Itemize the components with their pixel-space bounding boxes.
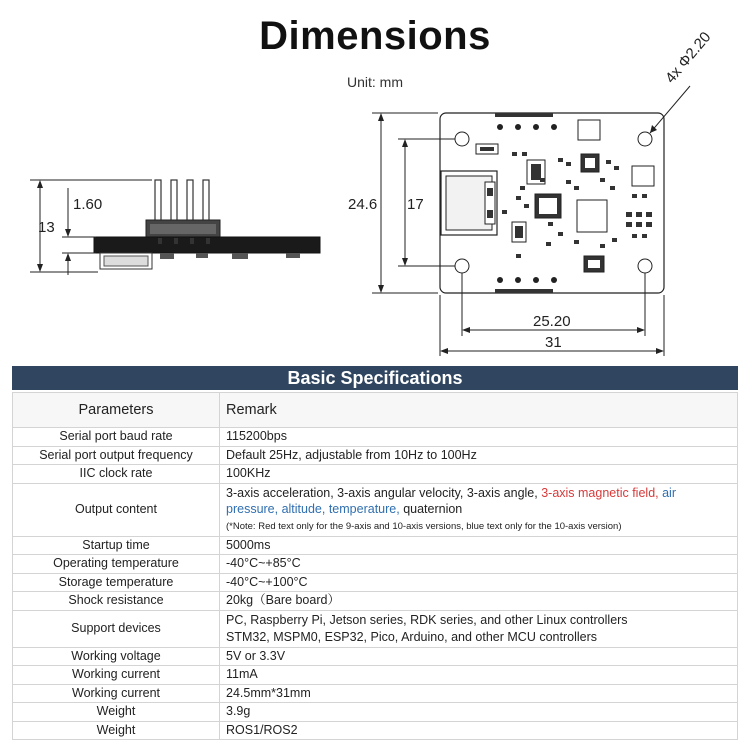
spec-header-row [13,393,738,428]
param-cell: Startup time [13,536,220,555]
dimension-drawing [0,0,750,365]
remark-red-text: 3-axis magnetic field, [541,485,663,500]
col-parameters: Parameters [13,393,220,428]
remark-cell-output [220,483,738,536]
param-cell: IIC clock rate [13,465,220,484]
table-row [13,647,738,666]
remark-cell: -40°C~+100°C [220,573,738,592]
dim-hole-spacing-v: 17 [407,196,424,213]
param-cell: Serial port baud rate [13,428,220,447]
table-row [13,610,738,647]
dim-board-width: 31 [545,334,562,351]
page-title: Dimensions [259,14,491,58]
remark-cell: 5V or 3.3V [220,647,738,666]
remark-cell: ROS1/ROS2 [220,721,738,740]
remark-line: STM32, MSPM0, ESP32, Pico, Arduino, and other MCU controllers [226,629,597,644]
table-row [13,465,738,484]
table-row [13,721,738,740]
table-row [13,666,738,685]
table-row [13,555,738,574]
dim-board-height: 24.6 [348,196,378,213]
table-row [13,703,738,722]
remark-cell: 20kg（Bare board） [220,592,738,611]
param-cell: Shock resistance [13,592,220,611]
unit-label: Unit: mm [347,74,403,90]
remark-note: (*Note: Red text only for the 9-axis and 10-axis versions, blue text only for the 10-axis version) [226,520,622,532]
remark-cell: 5000ms [220,536,738,555]
param-cell: Serial port output frequency [13,446,220,465]
param-cell: Working voltage [13,647,220,666]
remark-cell: 100KHz [220,465,738,484]
table-row [13,592,738,611]
top-view [372,86,690,356]
remark-cell: -40°C~+85°C [220,555,738,574]
param-cell: Weight [13,721,220,740]
remark-cell: 11mA [220,666,738,685]
remark-cell: 3.9g [220,703,738,722]
remark-text: 3-axis acceleration, 3-axis angular velocity, 3-axis angle, [226,485,542,500]
param-cell: Weight [13,703,220,722]
table-row [13,446,738,465]
dim-pin-offset: 1.60 [73,196,103,213]
table-row [13,536,738,555]
param-cell: Storage temperature [13,573,220,592]
table-row [13,428,738,447]
param-cell: Working current [13,684,220,703]
remark-line: PC, Raspberry Pi, Jetson series, RDK series, and other Linux controllers [226,612,628,627]
dim-hole-spacing-h: 25.20 [533,313,571,330]
dim-side-height: 13 [38,219,55,236]
remark-cell: 24.5mm*31mm [220,684,738,703]
remark-text: quaternion [403,501,463,516]
param-cell: Working current [13,666,220,685]
param-cell: Operating temperature [13,555,220,574]
table-row [13,573,738,592]
remark-cell: Default 25Hz, adjustable from 10Hz to 100Hz [220,446,738,465]
remark-cell: 115200bps [220,428,738,447]
param-cell: Support devices [13,610,220,647]
remark-cell-devices [220,610,738,647]
spec-header: Basic Specifications [12,366,738,390]
spec-table [12,392,738,740]
table-row [13,483,738,536]
remark-blue-text: air pressure, altitude, temperature, [226,485,676,516]
table-row [13,684,738,703]
dim-hole-diameter: 4x Φ2.20 [662,28,715,87]
col-remark: Remark [220,393,738,428]
param-cell: Output content [13,483,220,536]
side-view [30,180,320,275]
usb-connector [441,171,497,235]
